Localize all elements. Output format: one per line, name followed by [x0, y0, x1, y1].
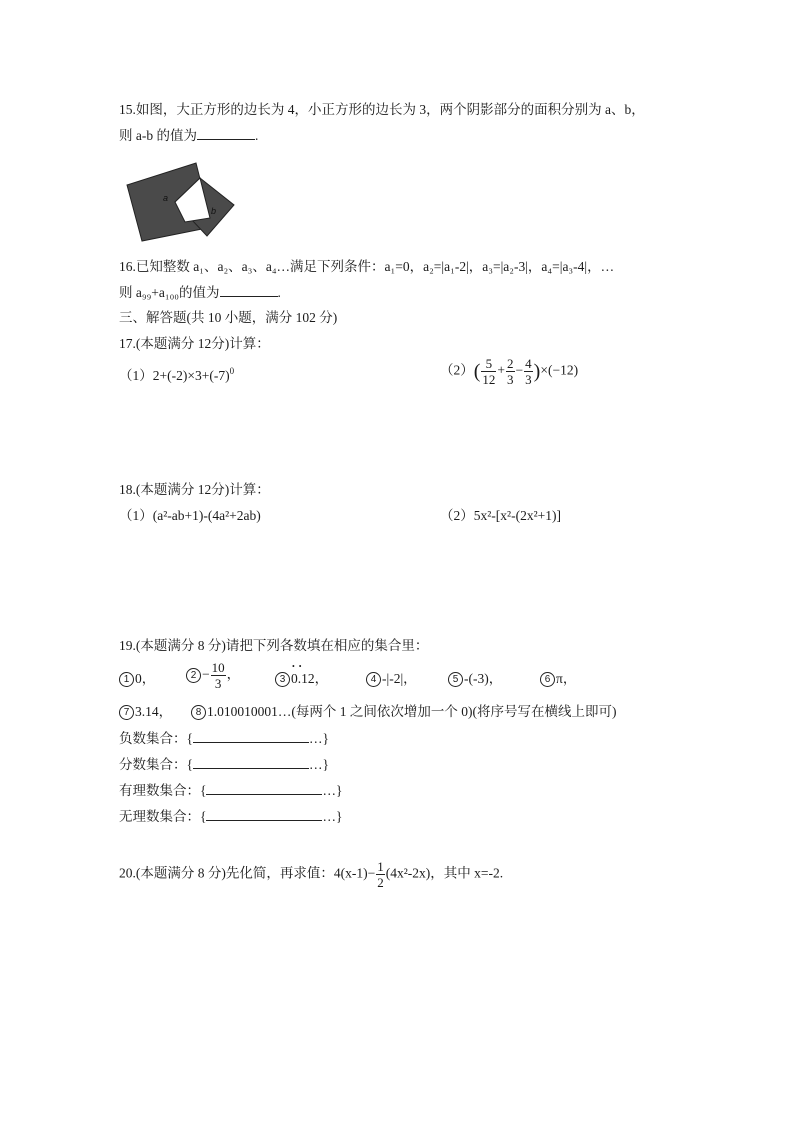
- q15-answer-blank[interactable]: [197, 127, 255, 140]
- q19-item-6: [540, 670, 576, 688]
- label-a: a: [163, 193, 169, 203]
- set-irrational-blank[interactable]: [206, 808, 322, 821]
- q15-line2-suffix: .: [255, 128, 259, 143]
- label-b: b: [211, 206, 217, 216]
- q17-frac2-num: 2: [507, 356, 514, 371]
- q17-frac3-den: 3: [525, 372, 532, 387]
- q19-item-2-sign: −: [202, 666, 210, 682]
- q16-line2-suffix: .: [277, 285, 281, 300]
- q19-title: 19.(本题满分 8 分)请把下列各数填在相应的集合里：: [119, 638, 429, 653]
- set-fraction-close: …}: [308, 757, 329, 772]
- q19-item-6-number: 6: [540, 672, 555, 687]
- q19-item-8-text: 1.010010001…(每两个 1 之间依次增加一个 0)(将序号写在横线上即可): [207, 704, 617, 719]
- q19-item-2: [186, 660, 240, 691]
- q17-open-paren: (: [473, 360, 481, 383]
- squares-figure: [122, 159, 242, 243]
- q19-item-8: [191, 703, 616, 721]
- q17-frac1: [481, 356, 496, 387]
- q19-set-fraction: [119, 756, 329, 774]
- q19-set-irrational: [119, 808, 342, 826]
- section3-title: 三、解答题(共 10 小题，满分 102 分): [119, 310, 338, 325]
- q17-part2: [440, 356, 578, 387]
- q19-set-negative: [119, 730, 329, 748]
- q19-item-3-number: 3: [275, 672, 290, 687]
- q19-item-3: [275, 670, 328, 688]
- q17-part2-tail: ×(−12): [540, 362, 579, 378]
- q18-part2: （2）5x²-[x²-(2x²+1)]: [440, 508, 561, 523]
- q16-line2: [119, 284, 281, 302]
- q20-prefix: 20.(本题满分 8 分)先化简，再求值：4(x-1)−: [119, 865, 376, 881]
- q19-item-2-num: 10: [211, 660, 225, 675]
- q19-item-2-frac: [211, 660, 226, 691]
- set-negative-label: 负数集合：{: [119, 731, 193, 746]
- q19-item-3-after: ，: [314, 671, 329, 686]
- q17-frac2: [506, 356, 515, 387]
- q17-close-paren: ): [533, 360, 541, 383]
- q19-item-7-text: 3.14，: [135, 704, 173, 719]
- q20-line: [119, 859, 503, 890]
- q19-item-2-number: 2: [186, 668, 201, 683]
- set-fraction-blank[interactable]: [193, 756, 309, 769]
- q17-part2-label: （2）: [440, 362, 474, 378]
- q17-frac1-den: 12: [482, 372, 496, 387]
- q19-item-7-number: 7: [119, 705, 134, 720]
- q19-item-4: [366, 670, 417, 688]
- set-irrational-close: …}: [322, 809, 343, 824]
- set-irrational-label: 无理数集合：{: [119, 809, 207, 824]
- q18-title: 18.(本题满分 12分)计算：: [119, 482, 270, 497]
- set-rational-label: 有理数集合：{: [119, 783, 207, 798]
- q15-line1: 15.如图，大正方形的边长为 4，小正方形的边长为 3，两个阴影部分的面积分别为 a、b，: [119, 102, 645, 117]
- q17-title: 17.(本题满分 12分)计算：: [119, 336, 270, 351]
- q20-frac-num: 1: [377, 859, 384, 874]
- q19-item-6-text: π，: [556, 671, 577, 686]
- q17-part1-exponent: 0: [229, 366, 235, 376]
- q16-answer-blank[interactable]: [220, 284, 278, 297]
- q19-set-rational: [119, 782, 342, 800]
- q18-part1: （1）(a²-ab+1)-(4a²+2ab): [119, 508, 261, 523]
- q19-item-4-text: -|-2|，: [382, 671, 417, 686]
- q16-line1: 16.已知整数 a₁、a₂、a₃、a₄…满足下列条件：a₁=0，a₂=|a₁-2|，a₃=|a₂-3|，a₄=|a₃-4|，…: [119, 259, 615, 274]
- q20-suffix: (4x²-2x)，其中 x=-2.: [385, 865, 504, 881]
- q19-item-2-den: 3: [214, 676, 222, 691]
- q17-frac3-num: 4: [525, 356, 532, 371]
- q19-item-5-text: -(-3)，: [464, 671, 503, 686]
- q19-item-1: [119, 670, 155, 688]
- set-rational-blank[interactable]: [206, 782, 322, 795]
- q15-line2-prefix: 则 a-b 的值为: [119, 128, 197, 143]
- q17-op1: +: [497, 362, 506, 378]
- q17-frac2-den: 3: [507, 372, 514, 387]
- q17-frac3: [524, 356, 533, 387]
- q19-item-1-number: 1: [119, 672, 134, 687]
- q19-item-5-number: 5: [448, 672, 463, 687]
- q16-line2-prefix: 则 a₉₉+a₁₀₀的值为: [119, 285, 220, 300]
- q17-frac1-num: 5: [481, 356, 496, 372]
- set-fraction-label: 分数集合：{: [119, 757, 193, 772]
- q17-op2: −: [515, 362, 524, 378]
- set-rational-close: …}: [322, 783, 343, 798]
- set-negative-close: …}: [308, 731, 329, 746]
- q19-item-8-number: 8: [191, 705, 206, 720]
- q17-part1-expr: （1）2+(-2)×3+(-7): [119, 368, 230, 383]
- q19-item-1-text: 0，: [135, 671, 156, 686]
- q15-line2: [119, 127, 258, 145]
- q17-part1: [119, 367, 234, 385]
- q20-frac-den: 2: [377, 875, 384, 890]
- q19-item-5: [448, 670, 502, 688]
- q19-item-7: [119, 703, 172, 721]
- q19-item-3-repeating-decimal: • • 0.12: [291, 670, 315, 688]
- q20-frac: [376, 859, 385, 890]
- set-negative-blank[interactable]: [193, 730, 309, 743]
- q19-item-4-number: 4: [366, 672, 381, 687]
- q19-item-2-after: ，: [226, 666, 241, 682]
